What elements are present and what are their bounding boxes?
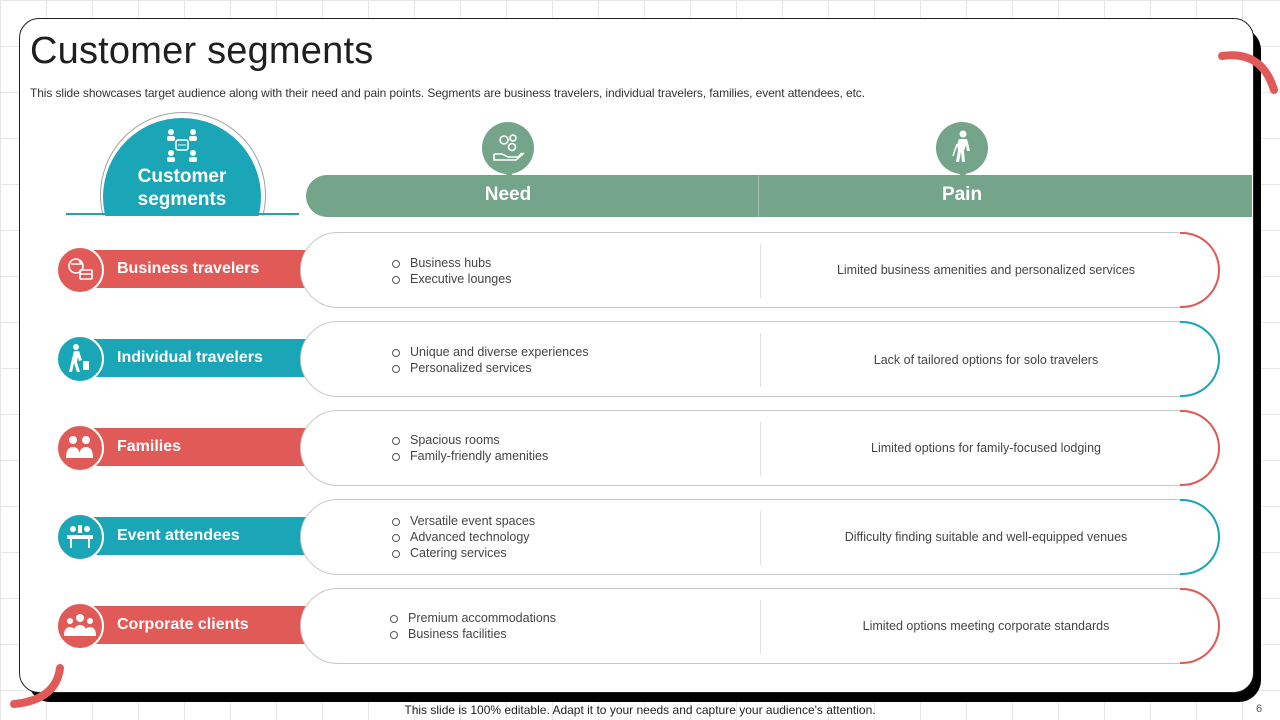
segment-row-corporate-clients (0, 588, 1280, 666)
need-item: Business hubs (392, 255, 511, 271)
need-item: Spacious rooms (392, 432, 548, 448)
need-header: Need (484, 184, 532, 205)
segment-label: Business travelers (117, 260, 260, 277)
segment-row-event-attendees (0, 499, 1280, 577)
pain-text: Limited options for family-focused lodging (871, 441, 1101, 455)
need-item: Family-friendly amenities (392, 448, 548, 464)
page-title: Customer segments (30, 30, 374, 72)
walking-traveler-icon (56, 335, 104, 383)
segment-label-bar (80, 428, 306, 466)
need-item: Unique and diverse experiences (392, 344, 589, 360)
need-item: Personalized services (392, 360, 589, 376)
segment-label: Individual travelers (117, 349, 263, 366)
segment-row-families (0, 410, 1280, 488)
segment-row-business-travelers (0, 232, 1280, 310)
need-list (392, 344, 589, 376)
column-header-bar (306, 175, 1252, 217)
family-icon (56, 424, 104, 472)
need-item: Premium accommodations (390, 610, 556, 626)
hand-gears-icon (482, 122, 534, 174)
need-list (392, 432, 548, 464)
segment-label: Event attendees (117, 527, 240, 544)
pain-text: Lack of tailored options for solo travelers (873, 353, 1099, 367)
page-subtitle: This slide showcases target audience along with their need and pain points. Segments are business travelers, individual travelers, families, event attendees, etc. (30, 86, 865, 100)
need-item: Advanced technology (392, 529, 535, 545)
segment-pill-divider (760, 333, 761, 387)
need-item: Catering services (392, 545, 535, 561)
segment-label: Corporate clients (117, 616, 249, 633)
footer-note: This slide is 100% editable. Adapt it to your needs and capture your audience's attention. (404, 703, 876, 717)
segments-underline (66, 213, 299, 215)
need-header-icon-circle (482, 122, 534, 174)
injured-person-icon (936, 122, 988, 174)
pain-header: Pain (941, 184, 983, 205)
need-item: Business facilities (390, 626, 556, 642)
column-header-divider (758, 175, 759, 217)
pain-text: Difficulty finding suitable and well-equipped venues (844, 530, 1128, 544)
need-item: Versatile event spaces (392, 513, 535, 529)
need-list (392, 513, 535, 561)
segment-row-individual-travelers (0, 321, 1280, 399)
corporate-group-icon (56, 602, 104, 650)
segment-pill-divider (760, 422, 761, 476)
segment-pill-divider (760, 244, 761, 298)
people-network-icon (163, 128, 201, 164)
segments-label-line2: segments (137, 189, 227, 210)
segment-pill-divider (760, 600, 761, 654)
pain-text: Limited business amenities and personalized services (836, 263, 1136, 277)
need-item: Executive lounges (392, 271, 511, 287)
top-right-arc-decoration (1212, 40, 1280, 100)
business-traveler-icon (56, 246, 104, 294)
segments-label-line1: Customer (137, 166, 227, 187)
need-list (392, 255, 511, 287)
need-header-dot (506, 172, 512, 178)
pain-header-dot (960, 172, 966, 178)
page-number: 6 (1256, 703, 1263, 715)
need-list (390, 610, 556, 642)
pain-text: Limited options meeting corporate standards (862, 619, 1110, 633)
event-icon (56, 513, 104, 561)
segments-label (103, 165, 261, 211)
pain-header-icon-circle (936, 122, 988, 174)
segment-pill-divider (760, 511, 761, 565)
segment-label: Families (117, 438, 182, 455)
